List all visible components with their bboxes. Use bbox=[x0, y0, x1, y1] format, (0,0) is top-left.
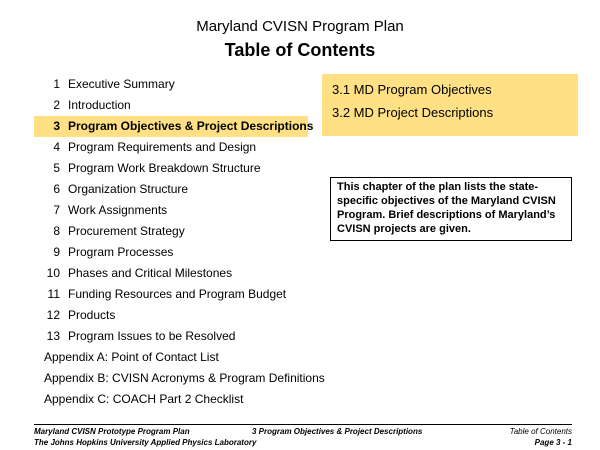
footer-divider bbox=[34, 424, 572, 425]
toc-appendix-a[interactable]: Appendix A: Point of Contact List bbox=[44, 350, 219, 364]
subsection-3-2[interactable]: 3.2 MD Project Descriptions bbox=[332, 105, 494, 120]
toc-item-5[interactable]: 5 Program Work Breakdown Structure bbox=[53, 161, 261, 175]
subsection-3-1[interactable]: 3.1 MD Program Objectives bbox=[332, 82, 492, 97]
toc-item-12[interactable]: 12 Products bbox=[46, 308, 116, 322]
toc-item-7[interactable]: 7 Work Assignments bbox=[53, 203, 168, 217]
toc-item-4[interactable]: 4 Program Requirements and Design bbox=[53, 140, 257, 154]
toc-item-3-active[interactable]: 3 Program Objectives & Project Descriptions bbox=[34, 116, 308, 137]
plan-title: Maryland CVISN Program Plan bbox=[196, 18, 404, 35]
toc-item-11[interactable]: 11 Funding Resources and Program Budget bbox=[47, 287, 287, 301]
toc-item-2[interactable]: 2 Introduction bbox=[53, 98, 131, 112]
footer-plan-name: Maryland CVISN Prototype Program Plan bbox=[34, 427, 190, 436]
chapter-description: This chapter of the plan lists the state-specific objectives of the Maryland CVISN Program. Brief descriptions of Maryland’s CVISN projects are given. bbox=[330, 177, 572, 241]
toc-list bbox=[36, 74, 325, 410]
toc-item-8[interactable]: 8 Procurement Strategy bbox=[53, 224, 185, 238]
toc-heading: Table of Contents bbox=[224, 40, 376, 60]
footer-chapter: 3 Program Objectives & Project Descriptions bbox=[252, 427, 423, 436]
toc-item-10[interactable]: 10 Phases and Critical Milestones bbox=[46, 266, 233, 280]
toc-appendix-c[interactable]: Appendix C: COACH Part 2 Checklist bbox=[44, 392, 244, 406]
footer-section: Table of Contents bbox=[509, 427, 572, 436]
toc-appendix-b[interactable]: Appendix B: CVISN Acronyms & Program Definitions bbox=[44, 371, 325, 385]
toc-item-1[interactable]: 1 Executive Summary bbox=[53, 77, 175, 91]
toc-item-6[interactable]: 6 Organization Structure bbox=[53, 182, 189, 196]
footer-page-number: Page 3 - 1 bbox=[534, 438, 572, 447]
subsection-box bbox=[322, 74, 578, 136]
toc-item-13[interactable]: 13 Program Issues to be Resolved bbox=[46, 329, 236, 343]
toc-item-9[interactable]: 9 Program Processes bbox=[53, 245, 174, 259]
footer-organization: The Johns Hopkins University Applied Physics Laboratory bbox=[34, 438, 257, 447]
